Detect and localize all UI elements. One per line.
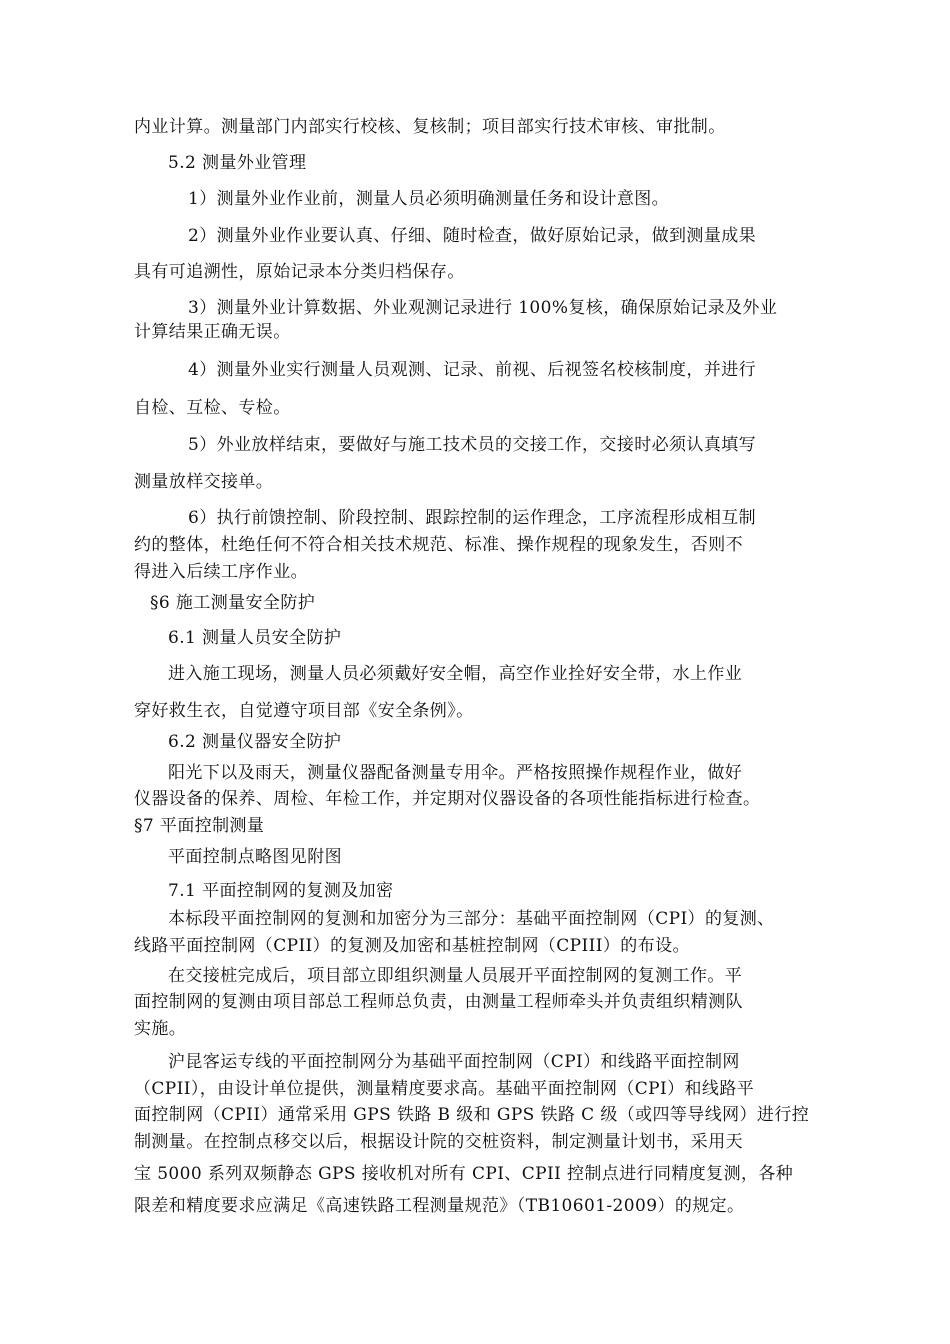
text-line: 约的整体，杜绝任何不符合相关技术规范、标准、操作规程的现象发生，否则不 <box>134 535 743 555</box>
text-line: 沪昆客运专线的平面控制网分为基础平面控制网（CPI）和线路平面控制网 <box>168 1052 740 1072</box>
text-line: 穿好救生衣，自觉遵守项目部《安全条例》。 <box>134 701 474 721</box>
section-heading-6-2: 6.2 测量仪器安全防护 <box>168 732 342 752</box>
text-line: 在交接桩完成后，项目部立即组织测量人员展开平面控制网的复测工作。平 <box>168 966 743 986</box>
text-line: 5）外业放样结束，要做好与施工技术员的交接工作，交接时必须认真填写 <box>188 435 757 455</box>
section-heading-7-1: 7.1 平面控制网的复测及加密 <box>168 881 394 901</box>
section-heading-5-2: 5.2 测量外业管理 <box>168 153 307 173</box>
text-line: 内业计算。测量部门内部实行校核、复核制；项目部实行技术审核、审批制。 <box>134 117 726 137</box>
text-line: 4）测量外业实行测量人员观测、记录、前视、后视签名校核制度，并进行 <box>188 360 757 380</box>
text-line: 制测量。在控制点移交以后，根据设计院的交桩资料，制定测量计划书，采用天 <box>134 1132 743 1152</box>
text-line: 面控制网（CPII）通常采用 GPS 铁路 B 级和 GPS 铁路 C 级（或四等导线网）进行控 <box>134 1105 810 1125</box>
text-line: 阳光下以及雨天，测量仪器配备测量专用伞。严格按照操作规程作业，做好 <box>168 763 743 783</box>
text-line: 限差和精度要求应满足《高速铁路工程测量规范》（TB10601-2009）的规定。 <box>134 1196 745 1216</box>
text-line: 自检、互检、专检。 <box>134 398 291 418</box>
text-line: 宝 5000 系列双频静态 GPS 接收机对所有 CPI、CPII 控制点进行同精度复测，各种 <box>134 1164 794 1184</box>
text-line: （CPII），由设计单位提供，测量精度要求高。基础平面控制网（CPI）和线路平 <box>134 1079 755 1099</box>
text-line: 计算结果正确无误。 <box>134 322 291 342</box>
section-heading-6: §6 施工测量安全防护 <box>150 593 316 613</box>
text-line: 具有可追溯性，原始记录本分类归档保存。 <box>134 262 465 282</box>
text-line: 线路平面控制网（CPII）的复测及加密和基桩控制网（CPIII）的布设。 <box>134 936 690 956</box>
text-line: 3）测量外业计算数据、外业观测记录进行 100%复核，确保原始记录及外业 <box>188 298 778 318</box>
text-line: 6）执行前馈控制、阶段控制、跟踪控制的运作理念，工序流程形成相互制 <box>188 508 757 528</box>
section-heading-6-1: 6.1 测量人员安全防护 <box>168 628 342 648</box>
text-line: 1）测量外业作业前，测量人员必须明确测量任务和设计意图。 <box>188 189 670 209</box>
text-line: 面控制网的复测由项目部总工程师总负责，由测量工程师牵头并负责组织精测队 <box>134 992 743 1012</box>
text-line: 得进入后续工序作业。 <box>134 562 308 582</box>
text-line: 本标段平面控制网的复测和加密分为三部分：基础平面控制网（CPI）的复测、 <box>168 909 775 929</box>
text-line: 测量放样交接单。 <box>134 472 274 492</box>
text-line: 实施。 <box>134 1019 187 1039</box>
text-line: 进入施工现场，测量人员必须戴好安全帽，高空作业拴好安全带，水上作业 <box>168 664 743 684</box>
text-line: 平面控制点略图见附图 <box>168 847 342 867</box>
text-line: 2）测量外业作业要认真、仔细、随时检查，做好原始记录，做到测量成果 <box>188 226 757 246</box>
text-line: 仪器设备的保养、周检、年检工作，并定期对仪器设备的各项性能指标进行检查。 <box>134 789 761 809</box>
section-heading-7: §7 平面控制测量 <box>134 816 265 836</box>
